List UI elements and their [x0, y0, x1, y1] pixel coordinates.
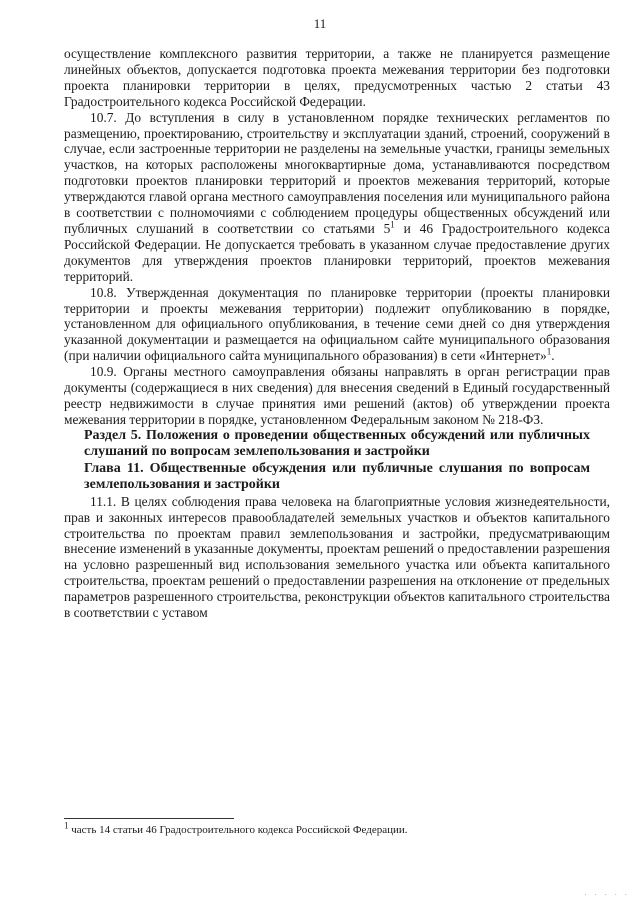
footnote-divider — [64, 818, 234, 819]
section-heading: Раздел 5. Положения о проведении общественных обсуждений или публичных слушаний по вопросам землепользования и застройки — [84, 427, 590, 460]
paragraph-10-7 — [64, 110, 610, 285]
paragraph-10-7-text: 10.7. До вступления в силу в установленном порядке технических регламентов по размещению, проектированию, строительству и эксплуатации зданий, строений, сооружений в случае, если застроенные территории не разделены на земельные участки, границы земельных участков, на которых расположены многоквартирные дома, устанавливаются посредством подготовки проектов планировки территорий и проектов межевания территорий, которые утверждаются главой органа местного самоуправления поселения или муниципального района в соответствии с полномочиями с соблюдением процедуры общественных обсуждений или публичных слушаний в соответствии со статьями 5 — [64, 109, 610, 236]
paragraph-10-8-text-end: . — [551, 348, 555, 364]
footnote-text: часть 14 статьи 46 Градостроительного кодекса Российской Федерации. — [68, 824, 408, 836]
page-body — [64, 46, 610, 621]
footnote-ref: 1 — [390, 219, 395, 230]
paragraph-10-8-text: 10.8. Утвержденная документация по планировке территории (проекты планировки территории и проекты межевания территории) подлежит опубликованию в порядке, установленном для официального опубликования, в течение семи дней со дня утверждения указанной документации и размещается на официальном сайте муниципального образования (при наличии официального сайта муниципального образования) в сети «Интернет» — [64, 284, 610, 364]
page-number: 11 — [313, 16, 327, 31]
paragraph-continuation: осуществление комплексного развития территории, а также не планируется размещение линейных объектов, допускается подготовка проекта межевания территории без подготовки проекта планировки территории в целях, предусмотренных частью 2 статьи 43 Градостроительного кодекса Российской Федерации. — [64, 46, 610, 109]
paragraph-10-7-text-end: и 46 Градостроительного кодекса Российской Федерации. Не допускается требовать в указанном случае предоставление других документов для утверждения проектов планировки территорий, проектов межевания территорий. — [64, 220, 610, 284]
footnote-marker: 1 — [64, 820, 69, 831]
chapter-heading: Глава 11. Общественные обсуждения или публичные слушания по вопросам землепользования и застройки — [84, 460, 590, 493]
paragraph-10-8 — [64, 285, 610, 365]
footnote — [64, 820, 610, 837]
scan-artifact-marks: · · · · · — [584, 891, 630, 899]
paragraph-10-9: 10.9. Органы местного самоуправления обязаны направлять в орган регистрации прав документы (содержащиеся в них сведения) для внесения сведений в Единый государственный реестр недвижимости в случае принятия ими решений (актов) об утверждении проекта межевания территории в порядке, установленном Федеральным законом № 218-ФЗ. — [64, 364, 610, 427]
footnote-ref: 1 — [546, 346, 552, 357]
paragraph-11-1: 11.1. В целях соблюдения права человека на благоприятные условия жизнедеятельности, прав и законных интересов правообладателей земельных участков и объектов капитального строительства по проектам правил землепользования и застройки, предусматривающим внесение изменений в указанные документы, проектам решений о предоставлении разрешения на условно разрешенный вид использования земельного участка или объекта капитального строительства, проектам решений о предоставлении разрешения на отклонение от предельных параметров разрешенного строительства, реконструкции объектов капитального строительства в соответствии с уставом — [64, 493, 610, 621]
